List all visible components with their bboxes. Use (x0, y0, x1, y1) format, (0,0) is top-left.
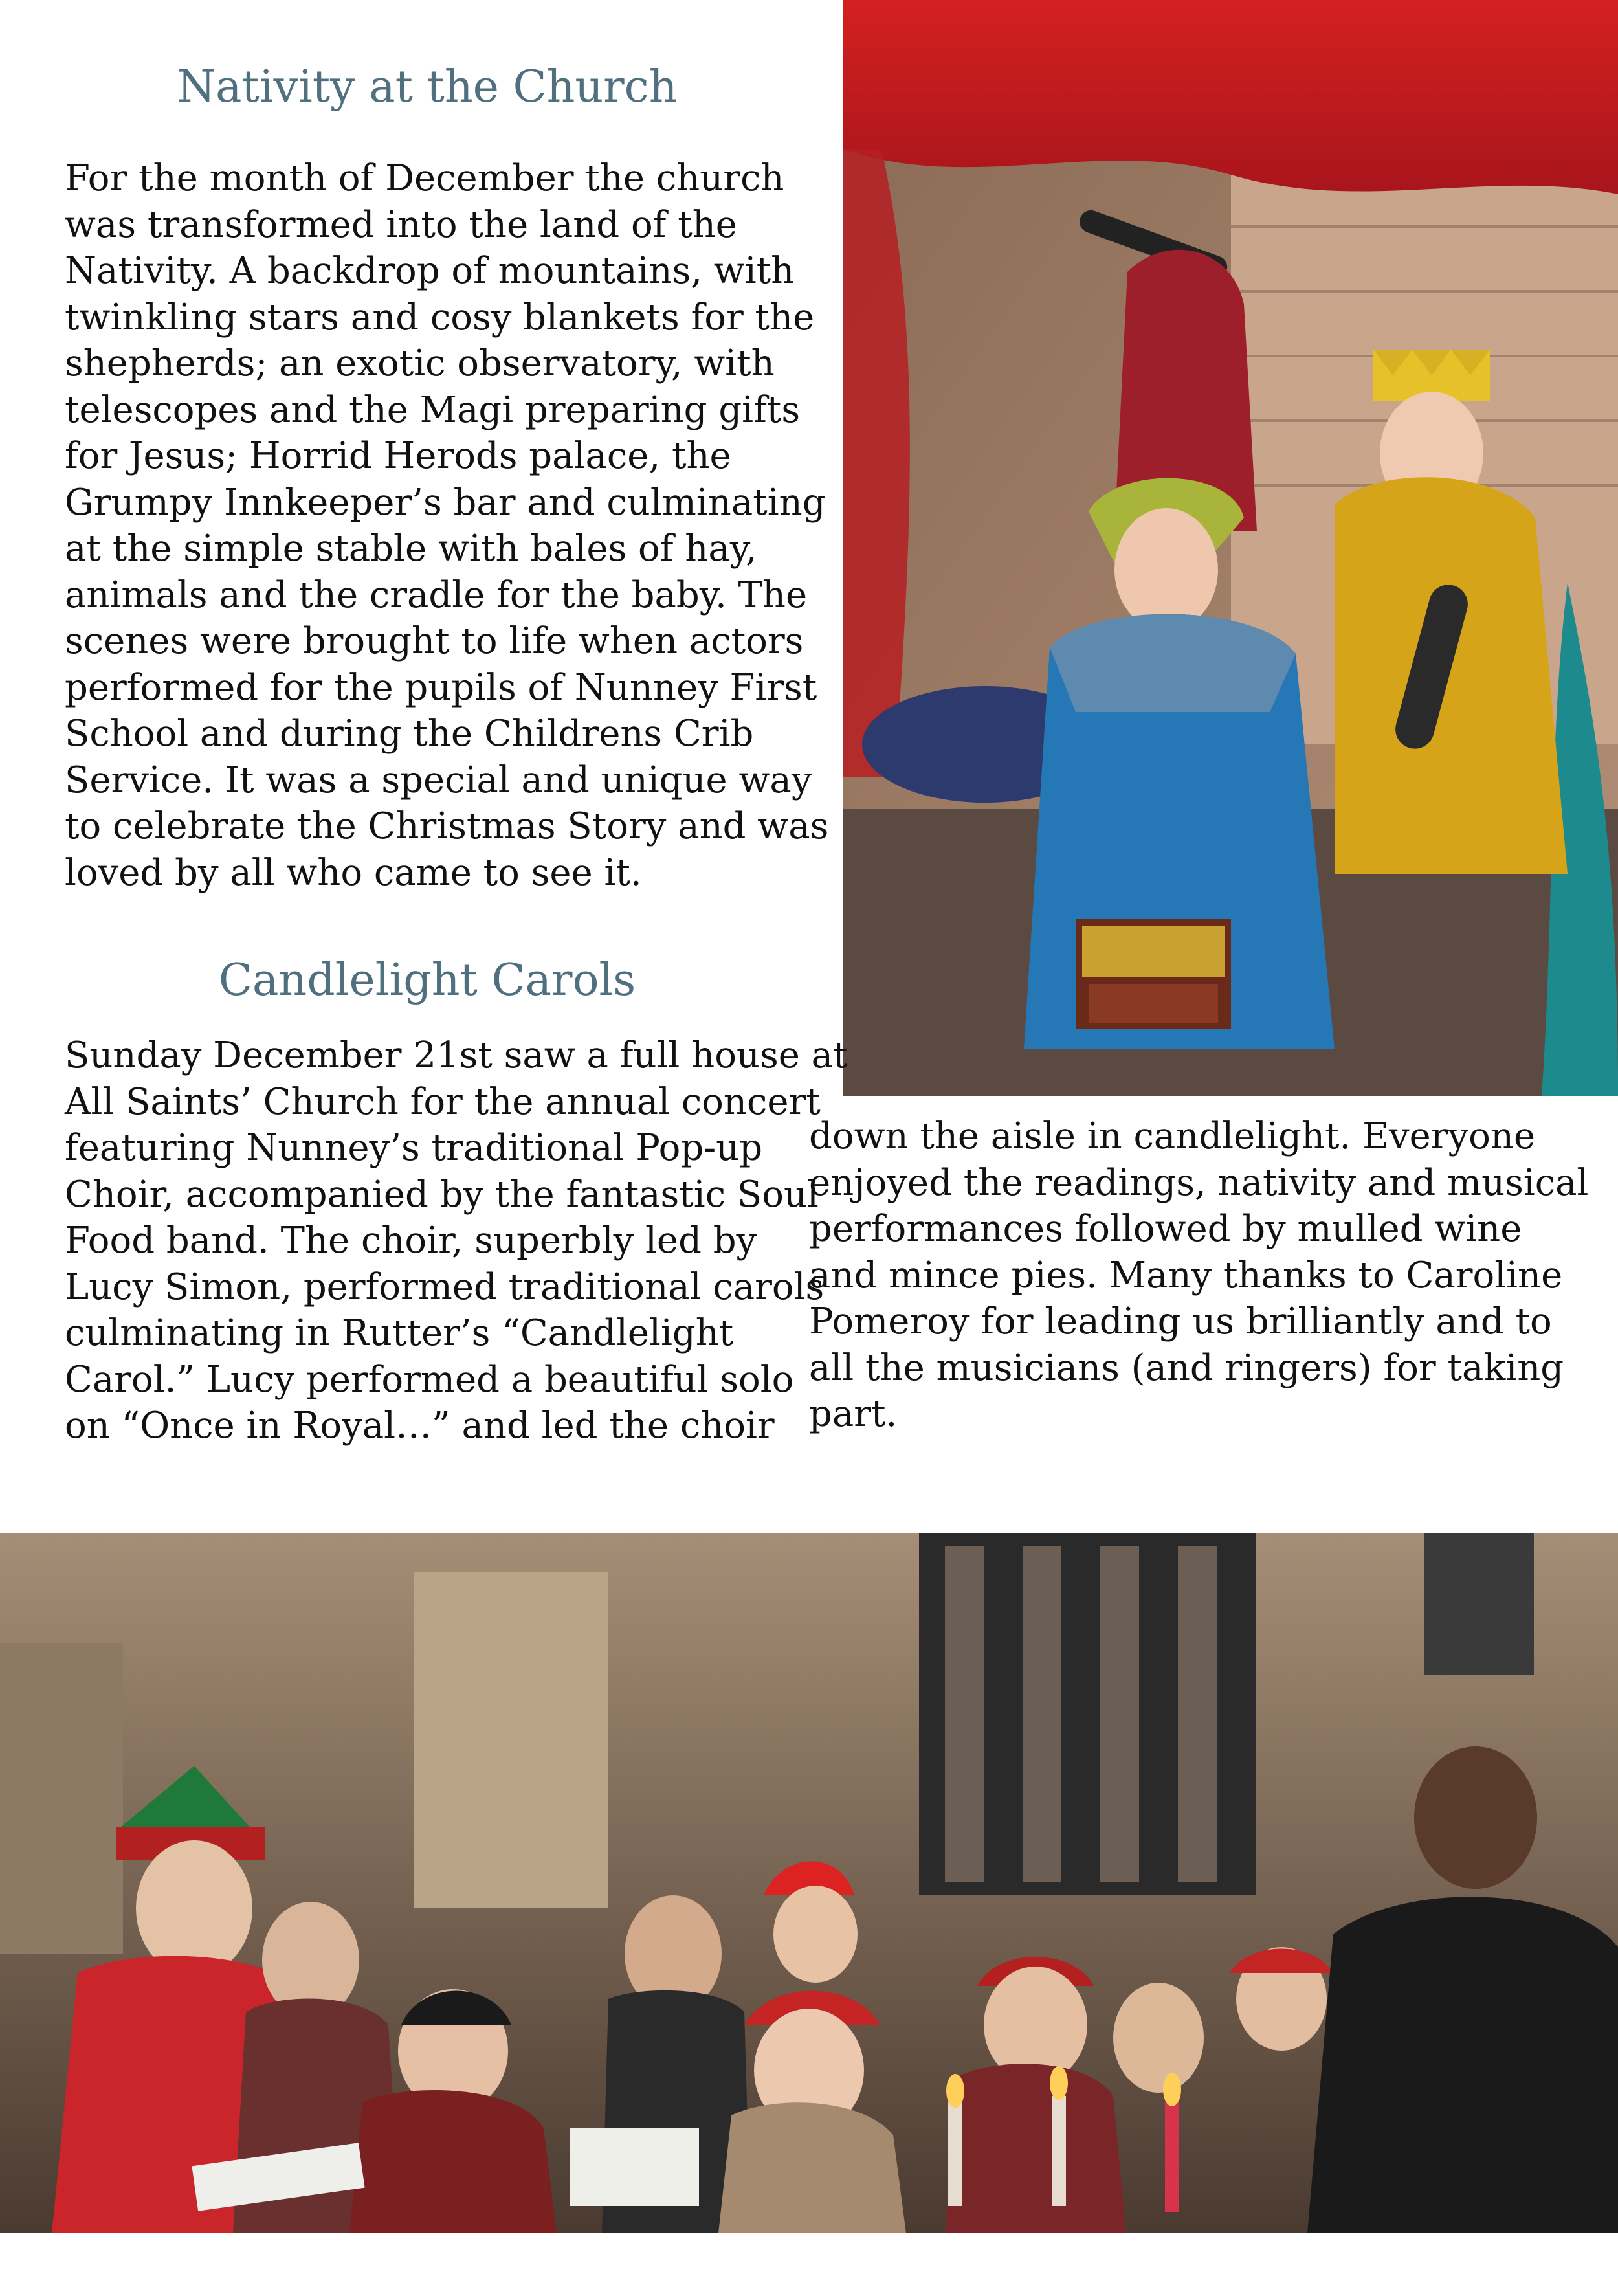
text-line: All Saints’ Church for the annual concert (65, 1080, 821, 1123)
text-line: loved by all who came to see it. (65, 851, 642, 894)
text-line: all the musicians (and ringers) for taking (809, 1346, 1564, 1389)
text-line: for Jesus; Horrid Herods palace, the (65, 435, 731, 477)
text-line: Choir, accompanied by the fantastic Soul (65, 1173, 819, 1216)
text-line: performed for the pupils of Nunney First (65, 666, 817, 709)
choir-photo (0, 1533, 1618, 2233)
text-line: culminating in Rutter’s “Candlelight (65, 1312, 734, 1354)
magi-photo-art (843, 0, 1618, 1096)
text-line: For the month of December the church (65, 157, 784, 199)
text-line: twinkling stars and cosy blankets for the (65, 296, 815, 339)
text-line: Food band. The choir, superbly led by (65, 1220, 757, 1262)
text-line: scenes were brought to life when actors (65, 620, 804, 662)
text-line: was transformed into the land of the (65, 203, 737, 246)
text-line: at the simple stable with bales of hay, (65, 528, 757, 570)
text-line: Pomeroy for leading us brilliantly and to (809, 1300, 1552, 1343)
text-line: enjoyed the readings, nativity and musical (809, 1161, 1589, 1204)
magi-photo (843, 0, 1618, 1096)
choir-photo-art (0, 1533, 1618, 2233)
text-line: to celebrate the Christmas Story and was (65, 805, 829, 847)
text-line: Nativity. A backdrop of mountains, with (65, 250, 795, 292)
text-line: telescopes and the Magi preparing gifts (65, 388, 801, 431)
text-line: Grumpy Innkeeper’s bar and culminating (65, 481, 826, 524)
text-line: Lucy Simon, performed traditional carols (65, 1265, 825, 1308)
nativity-heading: Nativity at the Church (177, 61, 678, 113)
carols-paragraph-left (65, 1032, 848, 1449)
text-line: and mince pies. Many thanks to Caroline (809, 1254, 1563, 1297)
text-line: down the aisle in candlelight. Everyone (809, 1115, 1536, 1157)
text-line: Sunday December 21st saw a full house at (65, 1034, 848, 1076)
nativity-paragraph (65, 155, 828, 896)
text-line: School and during the Childrens Crib (65, 713, 754, 755)
carols-paragraph-right (809, 1113, 1588, 1438)
text-line: animals and the cradle for the baby. The (65, 574, 808, 616)
text-line: performances followed by mulled wine (809, 1208, 1522, 1250)
carols-heading: Candlelight Carols (218, 955, 636, 1006)
text-line: on “Once in Royal…” and led the choir (65, 1405, 775, 1447)
text-line: part. (809, 1393, 898, 1435)
text-line: featuring Nunney’s traditional Pop-up (65, 1127, 763, 1169)
text-line: Carol.” Lucy performed a beautiful solo (65, 1358, 794, 1401)
text-line: shepherds; an exotic observatory, with (65, 342, 775, 385)
text-line: Service. It was a special and unique way (65, 759, 812, 801)
